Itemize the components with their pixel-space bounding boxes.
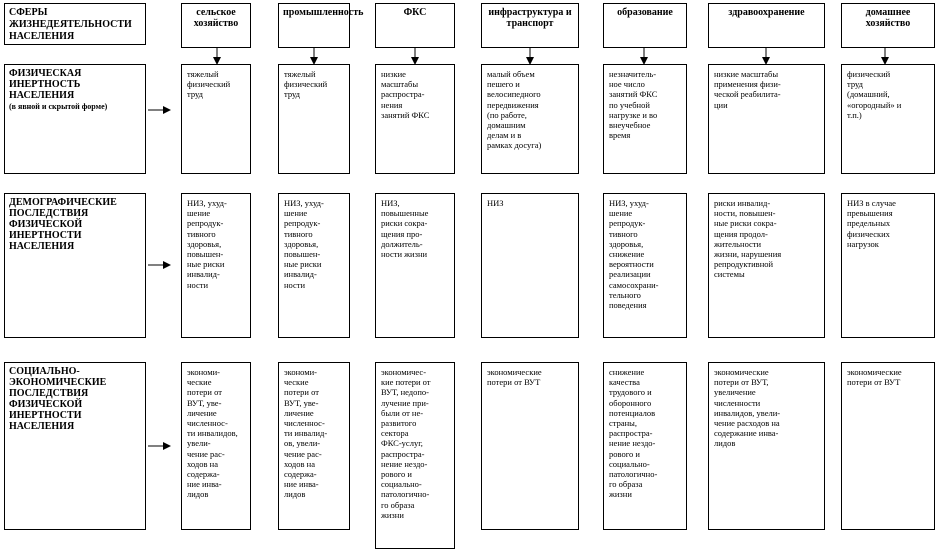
row-subtitle-text: (в явной и скрытой форме) [9,102,108,111]
cell-r2-industry: НИЗ, ухуд- шение репродук- тивного здоровья, повышен- ные риски инвалид- ности [278,193,350,338]
row-title-physical-inertness [4,64,146,174]
row-title-demographic-consequences [4,193,146,338]
cell-r1-industry: тяжелый физический труд [278,64,350,174]
cell-r3-household: экономические потери от ВУТ [841,362,935,530]
cell-r3-education: снижение качества трудового и оборонного потенциалов страны, распростра- нение нездо- рового и социально- патологично- го образа жизни [603,362,687,530]
row-title-socioeconomic-consequences [4,362,146,530]
cell-r2-household: НИЗ в случае превышения предельных физических нагрузок [841,193,935,338]
column-header-industry: промышленность [278,3,350,48]
cell-r3-agriculture: экономи- ческие потери от ВУТ, уве- личение численнос- ти инвалидов, увели- чение рас- ходов на содержа- ние инва- лидов [181,362,251,530]
cell-r1-healthcare: низкие масштабы применения физи- ческой реабилита- ции [708,64,825,174]
cell-r2-healthcare: риски инвалид- ности, повышен- ные риски сокра- щения продол- жительности жизни, нарушения репродуктивной системы [708,193,825,338]
cell-r1-household: физический труд (домашний, «огородный» и т.п.) [841,64,935,174]
column-header-healthcare: здравоохранение [708,3,825,48]
column-header-fks: ФКС [375,3,455,48]
cell-r2-agriculture: НИЗ, ухуд- шение репродук- тивного здоровья, повышен- ные риски инвалид- ности [181,193,251,338]
cell-r3-healthcare: экономические потери от ВУТ, увеличение численности инвалидов, увели- чение расходов на содержание инва- лидов [708,362,825,530]
cell-r3-fks: экономичес- кие потери от ВУТ, недопо- лучение при- были от не- развитого сектора ФКС-услуг, распростра- нение нездо- рового и социально- патологично- го образа жизни [375,362,455,549]
spheres-title-box: СФЕРЫ ЖИЗНЕДЕЯТЕЛЬНОСТИ НАСЕЛЕНИЯ [4,3,146,45]
row-title-text: СОЦИАЛЬНО-ЭКОНОМИЧЕСКИЕ ПОСЛЕДСТВИЯ ФИЗИЧЕСКОЙ ИНЕРТНОСТИ НАСЕЛЕНИЯ [9,366,107,432]
column-header-household: домашнее хозяйство [841,3,935,48]
row-title-text: ДЕМОГРАФИЧЕСКИЕ ПОСЛЕДСТВИЯ ФИЗИЧЕСКОЙ ИНЕРТНОСТИ НАСЕЛЕНИЯ [9,197,117,252]
column-header-education: образование [603,3,687,48]
cell-r1-fks: низкие масштабы распростра- нения занятий ФКС [375,64,455,174]
row-title-text: ФИЗИЧЕСКАЯ ИНЕРТНОСТЬ НАСЕЛЕНИЯ [9,68,82,101]
cell-r2-infrastructure: НИЗ [481,193,579,338]
cell-r1-infrastructure: малый объем пешего и велосипедного передвижения (по работе, домашним делам и в рамках досуга) [481,64,579,174]
column-header-infrastructure: инфраструктура и транспорт [481,3,579,48]
column-header-agriculture: сельское хозяйство [181,3,251,48]
cell-r2-education: НИЗ, ухуд- шение репродук- тивного здоровья, снижение вероятности реализации самосохрани- тельного поведения [603,193,687,338]
cell-r1-agriculture: тяжелый физический труд [181,64,251,174]
cell-r2-fks: НИЗ, повышенные риски сокра- щения про- должитель- ности жизни [375,193,455,338]
cell-r3-infrastructure: экономические потери от ВУТ [481,362,579,530]
cell-r3-industry: экономи- ческие потери от ВУТ, уве- личение численнос- ти инвалид- ов, увели- чение рас- ходов на содержа- ние инва- лидов [278,362,350,530]
cell-r1-education: незначитель- ное число занятий ФКС по учебной нагрузке и во внеучебное время [603,64,687,174]
